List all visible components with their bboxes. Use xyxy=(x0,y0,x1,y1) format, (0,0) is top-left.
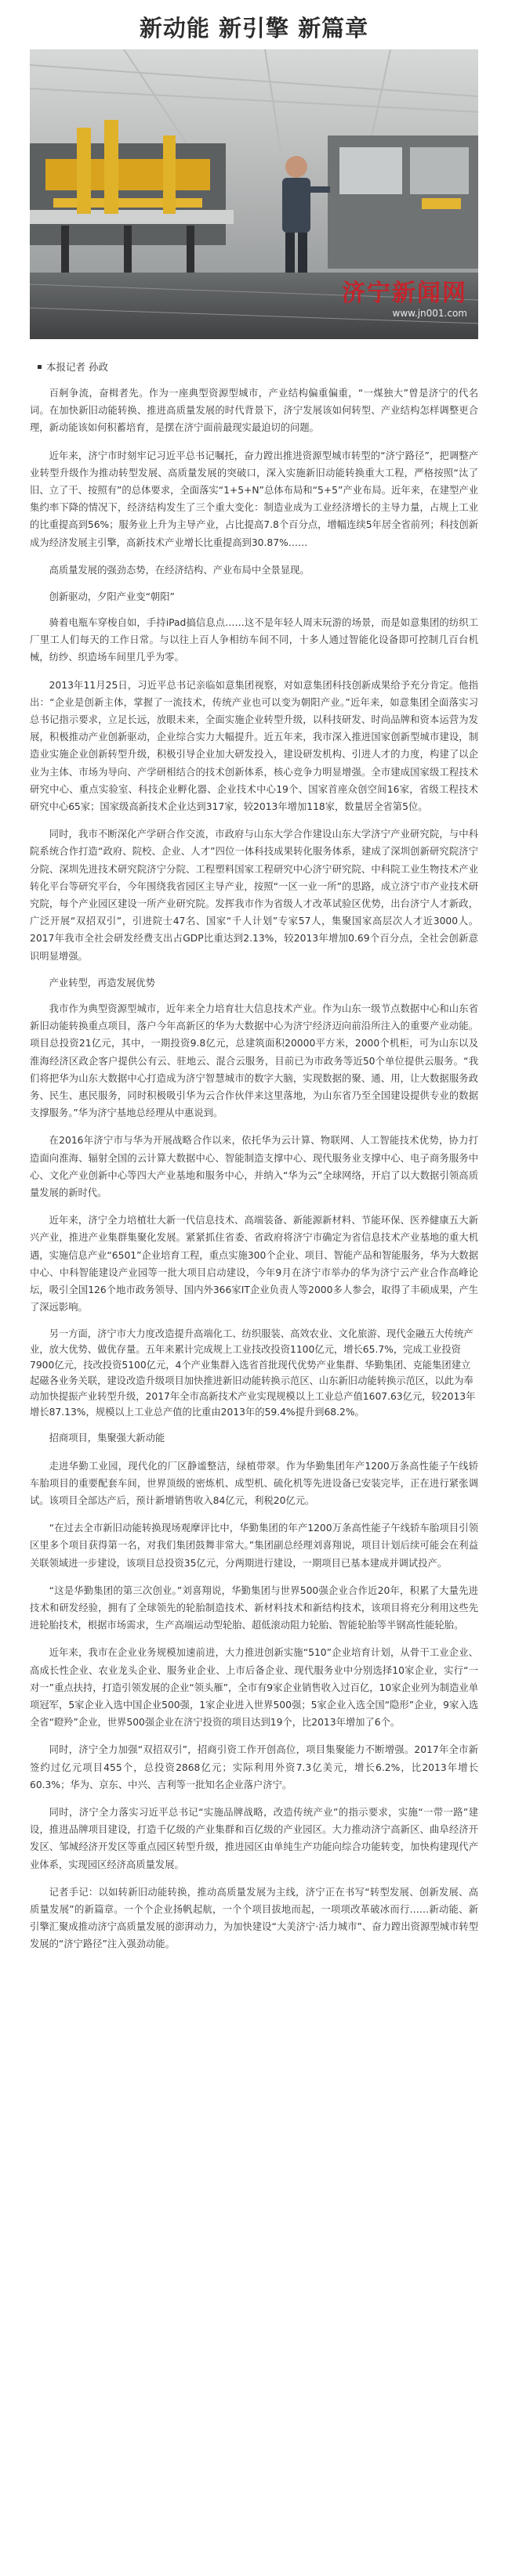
body-paragraph: 走进华勤工业园，现代化的厂区静谧整洁，绿植带翠。作为华勤集团年产1200万条高性能子午线轿车胎项目的重要配套车间，世界顶级的密炼机、成型机、硫化机等先进设备已安装完毕，正在进行紧张调试。该项目全部达产后，预计新增销售收入84亿元，利税20亿元。 xyxy=(30,1460,478,1506)
body-paragraph: 我市作为典型资源型城市，近年来全力培育壮大信息技术产业。作为山东一级节点数据中心和山东省新旧动能转换重点项目，落户今年高新区的华为大数据中心为济宁经济迈向前沿所注入的重要产业动能。项目总投资21亿元，其中，一期投资9.8亿元，总建筑面积20000平方米，2000个机柜，可为山东以及淮海经济区政企客户提供公有云、驻地云、混合云服务，目前已为市政务等近50个单位提供云服务。“我们将把华为山东大数据中心打造成为济宁智慧城市的数字大脑，实现数据的聚、通、用，让大数据服务政务、民生、惠民服务，同时积极吸引华为云合作伙伴来这里落地，为山东省乃至全国建设提供专业的数据支撑服务。”华为济宁基地总经理从中惠说到。 xyxy=(30,1003,478,1119)
body-paragraph: 同时，济宁全力落实习近平总书记“实施品牌战略，改造传统产业”的指示要求，实施“一带一路”建设，推进品牌项目建设，打造千亿级的产业集群和百亿级的产业园区。大力推动济宁高新区、曲阜经济开发区、邹城经济开发区等重点园区转型升级，推进园区由单纯生产功能向综合功能转变，加快构建现代产业体系，实现园区经济高质量发展。 xyxy=(30,1807,478,1870)
article-title: 新动能 新引擎 新篇章 xyxy=(139,15,369,42)
article-body xyxy=(30,385,478,1953)
body-paragraph: 百舸争流，奋楫者先。作为一座典型资源型城市，产业结构偏重偏重，“一煤独大”曾是济宁的代名词。在加快新旧动能转换、推进高质量发展的时代背景下，济宁发展该如何转型、产业结构怎样调整更合理，新动能该如何积蓄培育，是摆在济宁面前最现实最迫切的问题。 xyxy=(30,388,478,434)
body-paragraph: 近年来，我市在企业业务规模加速前进，大力推进创新实施“510”企业培育计划，从骨干工业企业、高成长性企业、农业龙头企业、服务业企业、上市后备企业、现代服务业中分别选择10家企业，实行“一对一”重点扶持，打造引领发展的企业“领头雁”，全市有9家企业销售收入过百亿，10家企业列为制造业单项冠军，5家企业入选中国企业500强，1家企业进入世界500强；5家企业入选全国“隐形”企业，9家入选全省“瞪羚”企业，世界500强企业在济宁投资的项目达到19个，比2013年增加了6个。 xyxy=(30,1647,478,1729)
watermark-url: www.jn001.com xyxy=(392,308,467,319)
watermark-logo-text: 济宁新闻网 xyxy=(342,280,467,307)
body-paragraph: 近年来，济宁市时刻牢记习近平总书记嘱托，奋力蹚出推进资源型城市转型的“济宁路径”，把调整产业转型升级作为推动转型发展、高质量发展的突破口，深入实施新旧动能转换重大工程，严格按照“汰了旧、立了干、按照有”的总体要求，全面落实“1+5+N”总体布局和“5+5”产业布局。近年来，在建型产业集约率下降的情况下，经济结构发生了三个重大变化：制造业成为工业经济增长的主导力量，占规上工业的比重提高到56%；服务业上升为主导产业，占比提高7.8个百分点，增幅连续5年居全省前列；科技创新成为经济发展主引擎，高新技术产业增长比重提高到30.87%…… xyxy=(30,450,478,548)
section-heading: 产业转型，再造发展优势 xyxy=(49,977,155,988)
section-heading: 另一方面，济宁市大力度改造提升高端化工、纺织服装、高效农业、文化旅游、现代金融五大传统产业，放大优势、做优存量。五年来累计完成规上工业技改投资1100亿元，增长65.7%，完成工业投资7900亿元，技改投资5100亿元，4个产业集群入选省首批现代优势产业集群、华勤集团、克能集团建立起磁各业务关联，建设改造升级项目加快推进新旧动能转换示范区、山东新旧动能转换示范区，以此为奉动加快提振产业转型升级，2017年全市高新技术产业实现规模以上工业总产值1607.63亿元，较2013年增长87.13%，规模以上工业总产值的比重由2013年的59.4%提升到68.2%。 xyxy=(30,1328,476,1418)
square-bullet-icon xyxy=(38,365,42,369)
body-paragraph: 高质量发展的强劲态势，在经济结构、产业布局中全景显现。 xyxy=(49,564,310,576)
factory-photo xyxy=(30,49,478,339)
section-heading: 创新驱动，夕阳产业变“朝阳” xyxy=(49,591,175,603)
body-paragraph: 同时，我市不断深化产学研合作交流，市政府与山东大学合作建设山东大学济宁产业研究院，与中科院系统合作打造“政府、院校、企业、人才”四位一体科技成果转化服务体系，建成了深圳创新研究院济宁分院、深圳先进技术研究院济宁分院、工程塑料国家工程研究中心济宁研究院、中科院工业生物技术产业转化平台等研究平台，今年围绕我省园区主导产业，按照“一区一业一所”的思路，成立济宁市产业技术研究院，每个产业园区建设一所产业研究院。发挥我市作为省级人才改革试验区优势，出台济宁人才新政，广泛开展“双招双引”，引进院士47名、国家“千人计划”专家57人，集聚国家高层次人才近3000人。2017年我市全社会研发经费支出占GDP比重达到2.13%，较2013年增加0.69个百分点，全社会创新意识明显增强。 xyxy=(30,829,478,962)
body-paragraph: 2013年11月25日，习近平总书记亲临如意集团视察，对如意集团科技创新成果给予充分肯定。他指出：“企业是创新主体，掌握了一流技术，传统产业也可以变为朝阳产业。”近年来，如意集团全面落实习总书记指示要求，立足长远，放眼未来，全面实施企业转型升级，以科技研发、时尚品牌和资本运营为发展，积极推动产业创新驱动，企业综合实力大幅提升。近五年来，我市深入推进国家创新型城市建设，制造业实施企业创新转型升级，积极引导企业加大研发投入，建设研发机构、引进人才的力度，构建了以企业为主体、市场为导向、产学研相结合的技术创新体系，核心竞争力明显增强。全市建成国家级工程技术研究中心、重点实验室、科技企业孵化器、企业技术中心19个、国家首座众创空间16家，省级工程技术研究中心65家；国家级高新技术企业达到317家，较2013年增加118家，数量居全省第5位。 xyxy=(30,679,478,813)
body-paragraph: “这是华勤集团的第三次创业。”刘喜翔说，华勤集团与世界500强企业合作近20年，积累了大量先进技术和研发经验，拥有了全球领先的轮胎制造技术、新材料技术和新结构技术，该项目将充分利用这些先进轮胎技术，根据市场需求，生产高端运动型轮胎、超低滚动阻力轮胎、智能轮胎等半钢高性能轮胎。 xyxy=(30,1584,478,1631)
byline xyxy=(30,359,478,374)
body-paragraph: “在过去全市新旧动能转换现场观摩评比中，华勤集团的年产1200万条高性能子午线轿车胎项目引领区里多个项目获得第一名，对我们集团鼓舞非常大。”集团副总经理刘喜翔说，项目计划后续可能会在利益关联领域进一步建设，该项目总投资35亿元，分两期进行建设，一期项目已基本建成并调试投产。 xyxy=(30,1523,478,1569)
body-paragraph: 同时，济宁全力加强“双招双引”，招商引资工作开创高位，项目集聚能力不断增强。2017年全市新签约过亿元项目455个，总投资2868亿元；实际利用外资7.3亿美元，增长6.2%，比2013年增长60.3%；华为、京东、中兴、吉利等一批知名企业落户济宁。 xyxy=(30,1744,478,1790)
body-paragraph: 在2016年济宁市与华为开展战略合作以来，依托华为云计算、物联网、人工智能技术优势，协力打造面向淮海、辐射全国的云计算大数据中心、智能制造支撑中心、现代服务业支撑中心、电子商务服务中心、文化产业创新中心等四大产业基地和服务中心，并纳入“华为云”全球网络，开启了以大数据引领高质量发展的新时代。 xyxy=(30,1135,478,1198)
body-paragraph: 记者手记：以如转新旧动能转换，推动高质量发展为主线，济宁正在书写“转型发展、创新发展、高质量发展”的新篇章。一个个企业扬帆起航，一个个项目拔地而起，一项项改革破冰而行……新动能、新引擎汇聚成推动济宁高质量发展的澎湃动力，为加快建设“大美济宁·活力城市”、奋力蹚出资源型城市转型发展的“济宁路径”注入强劲动能。 xyxy=(30,1886,478,1950)
photo-watermark xyxy=(342,273,467,319)
body-paragraph: 近年来，济宁全力培植壮大新一代信息技术、高端装备、新能源新材料、节能环保、医养健康五大新兴产业，推进产业集群集聚化发展。紧紧抓住省委、省政府将济宁市确定为省信息技术产业基地的重大机遇，实施信息产业“6501”企业培育工程，重点实施300个企业、项目、智能产品和智能服务，华为大数据中心、中科智能建设产业园等一批大项目启动建设，今年9月在济宁市举办的华为济宁云产业合作高峰论坛，吸引全国126个地市政务领导、国内外366家IT企业负责人等2000多人参会，取得了丰硕成果，产生了深远影响。 xyxy=(30,1215,478,1313)
byline-text: 本报记者 孙政 xyxy=(46,361,108,373)
body-paragraph: 招商项目，集聚强大新动能 xyxy=(49,1433,165,1444)
body-paragraph: 骑着电瓶车穿梭自如，手持iPad搞信息点……这不是年轻人周末玩游的场景，而是如意集团的纺织工厂里工人们每天的工作日常。与以往上百人争相纺车间不同，十多人通过智能化设备即可控制几百台机械，纺纱、织造场车间里几乎为零。 xyxy=(30,617,478,663)
